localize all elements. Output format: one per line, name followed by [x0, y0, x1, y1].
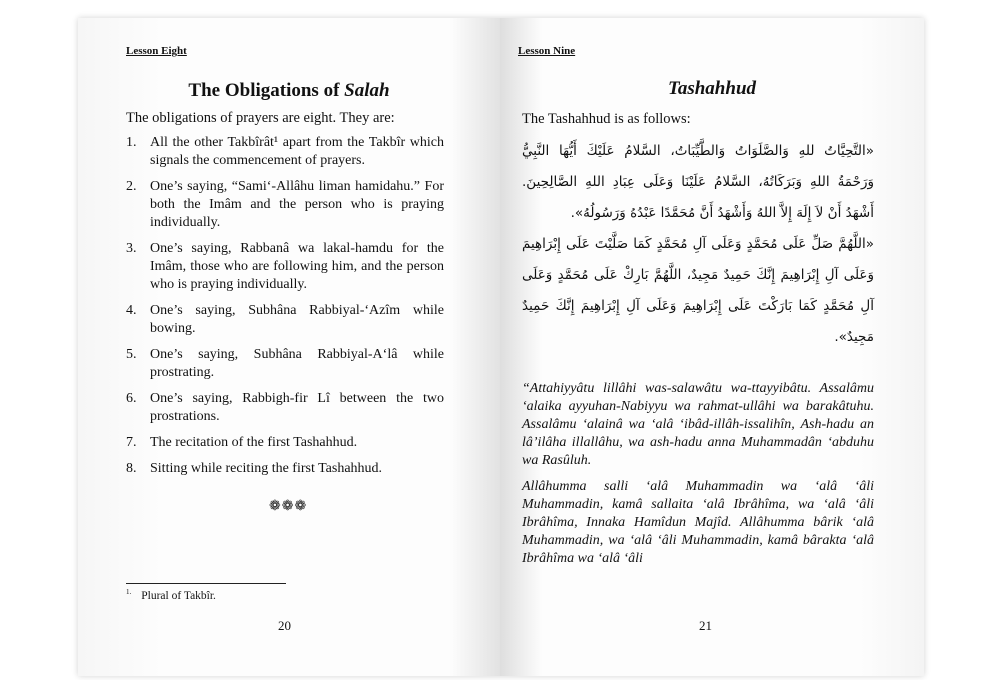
page-title — [500, 78, 924, 100]
running-head: Lesson Eight — [126, 45, 187, 57]
list-item: 4. One’s saying, Subhâna Rabbiyal-‘Azîm while bowing. — [126, 303, 444, 336]
footnote — [126, 588, 216, 602]
list-item: 3. One’s saying, Rabbanâ wa lakal-hamdu for the Imâm, those who are following him, and the person who is praying individually. — [126, 241, 444, 292]
list-item: 8. Sitting while reciting the first Tashahhud. — [126, 461, 383, 476]
page-title — [78, 80, 500, 102]
list-item: 7. The recitation of the first Tashahhud. — [126, 435, 358, 450]
list-item: 2. One’s saying, “Sami‘-Allâhu liman hamidahu.” For both the Imâm and the person who is praying individually. — [126, 179, 444, 230]
list-item: 1. All the other Takbîrât¹ apart from the Takbîr which signals the commencement of prayers. — [126, 135, 444, 168]
transliteration — [522, 380, 874, 576]
footnote-mark: 1. — [126, 588, 132, 596]
translit-paragraph: “Attahiyyâtu lillâhi was-salawâtu wa-ttayyibâtu. Assalâmu ‘alaika ayyuhan-Nabiyyu wa rahmat-ullâhi wa barakâtuhu. Assalâmu ‘alainâ wa ‘alâ ‘ibâd-illâh-issalihîn, Ash-hadu an lâ’ilâha illallâhu, wa ash-hadu anna Muhammadân ‘abduhu wa Rasûluh. — [522, 381, 874, 468]
page-number: 21 — [699, 618, 712, 633]
list-item: 5. One’s saying, Subhâna Rabbiyal-A‘lâ while prostrating. — [126, 347, 444, 380]
running-head: Lesson Nine — [518, 45, 576, 57]
list-item: 6. One’s saying, Rabbigh-fir Lî between the two prostrations. — [126, 391, 444, 424]
arabic-text — [522, 136, 874, 353]
page-number: 20 — [278, 618, 291, 633]
arabic-paragraph: «اللَّهُمَّ صَلِّ عَلَى مُحَمَّدٍ وَعَلَى آلِ مُحَمَّدٍ كَمَا صَلَّيْتَ عَلَى إِبْرَاهِيمَ وَعَلَى آلِ إِبْرَاهِيمَ إِنَّكَ حَمِيدٌ مَجِيدٌ، اللَّهُمَّ بَارِكْ عَلَى مُحَمَّدٍ وَعَلَى آلِ مُحَمَّدٍ كَمَا بَارَكْتَ عَلَى إِبْرَاهِيمَ وَعَلَى آلِ إِبْرَاهِيمَ إِنَّكَ حَمِيدٌ مَجِيدٌ». — [522, 236, 874, 345]
intro-text: The obligations of prayers are eight. They are: — [126, 110, 395, 126]
left-page — [78, 18, 500, 676]
title-italic: Salah — [344, 80, 390, 101]
arabic-paragraph: «التَّحِيَّاتُ للهِ وَالصَّلَوَاتُ وَالطَّيِّبَاتُ، السَّلامُ عَلَيْكَ أَيُّهَا النَّبِيُّ وَرَحْمَةُ اللهِ وَبَرَكَاتُهُ، السَّلامُ عَلَيْنَا وَعَلَى عِبَادِ اللهِ الصَّالِحِينَ. أَشْهَدُ أَنْ لاَ إِلَهَ إِلاَّ اللهُ وَأَشْهَدُ أَنَّ مُحَمَّدًا عَبْدُهُ وَرَسُولُهُ». — [522, 143, 874, 221]
right-page — [500, 18, 924, 676]
open-book — [78, 18, 924, 676]
title-text: The Obligations of — [188, 80, 345, 101]
title-text: Tashahhud — [667, 78, 757, 99]
footnote-divider — [126, 583, 286, 584]
obligations-list — [126, 134, 444, 486]
translit-paragraph: Allâhumma salli ‘alâ Muhammadin wa ‘alâ ‘âli Muhammadin, kamâ sallaita ‘alâ Ibrâhîma, wa ‘alâ ‘âli Ibrâhîma, Innaka Hamîdun Majîd. Allâhumma bârik ‘alâ Muhammadin, wa ‘alâ ‘âli Muhammadin, kamâ bârakta ‘alâ Ibrâhîma wa ‘alâ ‘âli — [522, 479, 874, 566]
flower-ornament-icon: ❁❁❁ — [269, 499, 308, 514]
footnote-text: Plural of Takbîr. — [141, 589, 216, 602]
intro-text: The Tashahhud is as follows: — [522, 111, 691, 127]
